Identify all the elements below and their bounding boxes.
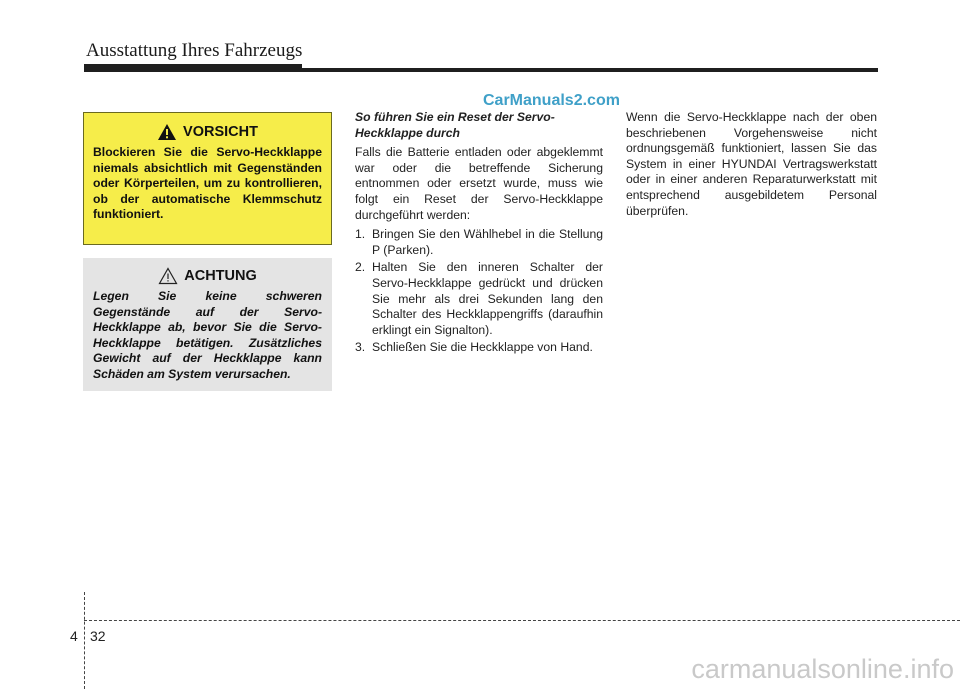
warning-header <box>93 267 322 285</box>
service-note: Wenn die Servo-Heckklappe nach der oben beschriebenen Vorgehensweise nicht ordnungsgemäß funktioniert, lassen Sie das System in einer HYUNDAI Vertragswerkstatt oder in einer anderen Reparaturwerkstatt mit entsprechend ausgebildetem Personal überprüfen. <box>626 110 877 218</box>
caution-header <box>93 123 322 141</box>
chapter-number: 4 <box>70 628 78 644</box>
step-number: 2. <box>355 260 366 275</box>
caution-text: Blockieren Sie die Servo-Heckklappe niemals absichtlich mit Gegenständen oder Körperteilen, um zu kontrollieren, ob der automatische Klemmschutz funktioniert. <box>93 145 322 222</box>
reset-intro: Falls die Batterie entladen oder abgeklemmt war oder die betreffende Sicherung entnommen oder ersetzt wurde, muss wie folgt ein Reset der Servo-Heckklappe durchgeführt werden: <box>355 145 603 222</box>
watermark-link[interactable]: CarManuals2.com <box>483 92 620 109</box>
warning-title: ACHTUNG <box>184 268 257 284</box>
step-number: 3. <box>355 340 366 355</box>
step-number: 1. <box>355 227 366 242</box>
step-text: Schließen Sie die Heckklappe von Hand. <box>372 340 593 355</box>
reset-heading: So führen Sie ein Reset der Servo-Heckklappe durch <box>355 110 555 140</box>
step-text: Bringen Sie den Wählhebel in die Stellung P (Parken). <box>372 227 603 257</box>
page-number: 32 <box>90 628 106 644</box>
warning-triangle-icon <box>158 267 178 285</box>
list-item <box>355 260 603 338</box>
warning-text: Legen Sie keine schweren Gegenstände auf der Servo-Heckklappe ab, bevor Sie die Servo-Heckklappe betätigen. Zusätzliches Gewicht auf der Heckklappe kann Schäden am System verursachen. <box>93 289 322 381</box>
reset-steps <box>355 227 603 356</box>
reset-section <box>355 110 603 358</box>
right-column <box>626 110 877 223</box>
warning-box <box>83 258 332 391</box>
watermark-footer-link[interactable]: carmanualsonline.info <box>691 654 954 684</box>
header-rule <box>84 68 878 72</box>
caution-title: VORSICHT <box>183 124 258 140</box>
footer-vertical-rule <box>84 592 85 689</box>
list-item <box>355 227 603 258</box>
list-item <box>355 340 603 356</box>
caution-box <box>83 112 332 245</box>
section-title: Ausstattung Ihres Fahrzeugs <box>86 40 303 61</box>
warning-triangle-icon <box>157 123 177 141</box>
step-text: Halten Sie den inneren Schalter der Servo-Heckklappe gedrückt und drücken Sie mehr als drei Sekunden lang den Schalter des Heckklappengriffs (daraufhin erklingt ein Signalton). <box>372 260 603 337</box>
footer-horizontal-rule <box>84 620 960 621</box>
